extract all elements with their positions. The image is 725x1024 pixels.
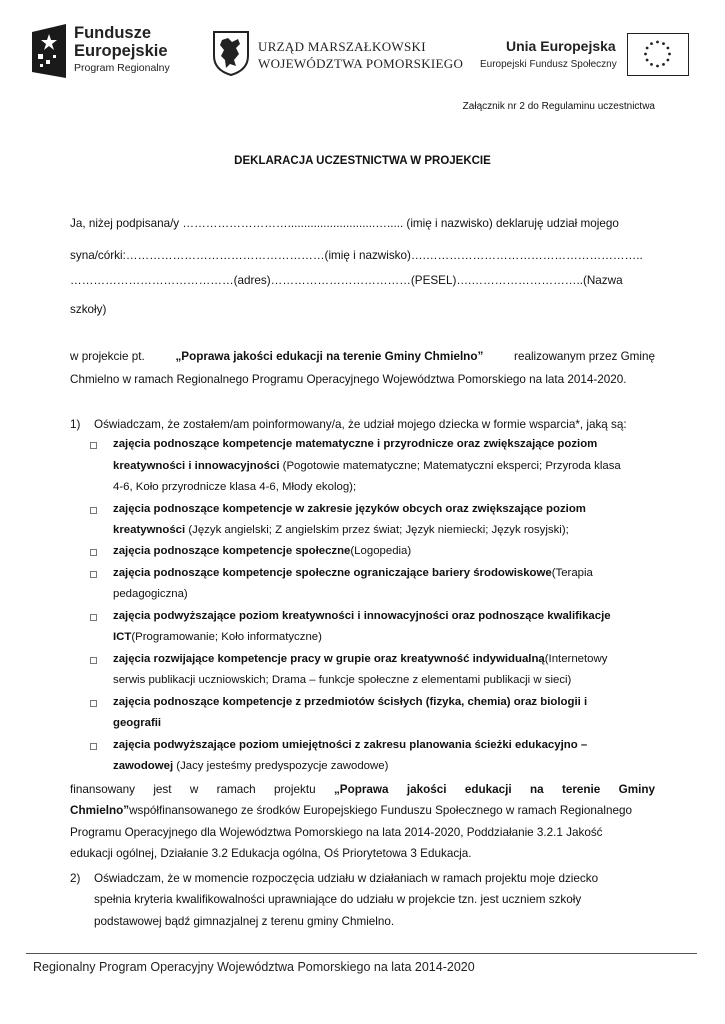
- financing-project-end: Chmielno”: [70, 804, 130, 817]
- item-5-line-2: [113, 631, 322, 643]
- unia-europejska-logo: [478, 30, 693, 80]
- point-2-line-1: Oświadczam, że w momencie rozpoczęcia udziału w działaniach w ramach projektu moje dziecko: [94, 872, 599, 885]
- item-7-title: zajęcia podnoszące kompetencje z przedmiotów ścisłych (fizyka, chemia) oraz biologii i: [113, 696, 588, 708]
- item-6-line-1: [113, 653, 607, 665]
- item-1-title: zajęcia podnoszące kompetencje matematyczne i przyrodnicze oraz zwiększające poziom: [113, 438, 598, 450]
- point-2-line-2: spełnia kryteria kwalifikowalności uprawniające do udziału w projekcie tzn. jest uczniem szkoły: [94, 893, 582, 906]
- financing-word-8: edukacji: [464, 783, 512, 796]
- point-1-text: Oświadczam, że zostałem/am poinformowany/a, że udział mojego dziecka w formie wsparcia*, jaką są:: [94, 418, 627, 431]
- item-1-title-cont: kreatywności i innowacyjności: [113, 460, 280, 472]
- financing-word-2: jest: [153, 783, 172, 796]
- fundusze-europejskie-mark-icon: [32, 24, 66, 78]
- item-1-details: (Pogotowie matematyczne; Matematyczni eksperci; Przyroda klasa: [279, 460, 621, 472]
- item-4-line-1: [113, 567, 593, 579]
- item-5-details: (Programowanie; Koło informatyczne): [131, 631, 322, 643]
- financing-word-7: jakości: [406, 783, 447, 796]
- fe-logo-subtitle: Program Regionalny: [74, 62, 170, 74]
- item-4-title: zajęcia podnoszące kompetencje społeczne ograniczające bariery środowiskowe: [113, 567, 552, 579]
- eu-subtitle: Europejski Fundusz Społeczny: [480, 59, 617, 70]
- fe-logo-line1: Fundusze: [74, 24, 151, 42]
- item-1-line-3: 4-6, Koło przyrodnicze klasa 4-6, Młody ekolog);: [113, 481, 357, 493]
- item-5-title: zajęcia podwyższające poziom kreatywności i innowacyjności oraz podnoszące kwalifikacje: [113, 610, 611, 622]
- project-name: „Poprawa jakości edukacji na terenie Gminy Chmielno”: [175, 350, 484, 363]
- footer-text: Regionalny Program Operacyjny Województwa Pomorskiego na lata 2014-2020: [33, 960, 475, 974]
- eu-flag-icon: [627, 33, 689, 76]
- financing-line-3: Programu Operacyjnego dla Województwa Pomorskiego na lata 2014-2020, Poddziałanie 3.2.1 Jakość: [70, 826, 603, 839]
- financing-word-11: Gminy: [618, 783, 655, 796]
- item-3-details: (Logopedia): [350, 545, 412, 557]
- item-6-details: (Internetowy: [544, 653, 608, 665]
- financing-line-2: [70, 804, 632, 817]
- checkbox-item-4[interactable]: [90, 571, 97, 578]
- item-8-title: zajęcia podwyższające poziom umiejętności z zakresu planowania ścieżki edukacyjno –: [113, 739, 588, 751]
- checkbox-item-1[interactable]: [90, 442, 97, 449]
- item-4-line-2: pedagogiczna): [113, 588, 188, 600]
- declaration-line-4: szkoły): [70, 303, 107, 316]
- project-suffix: realizowanym przez Gminę: [514, 350, 655, 363]
- item-8-title-cont: zawodowej: [113, 760, 174, 772]
- annex-label: Załącznik nr 2 do Regulaminu uczestnictwa: [462, 101, 655, 112]
- project-prefix: w projekcie pt.: [70, 350, 145, 363]
- item-8-line-2: [113, 760, 388, 772]
- project-line-1: [70, 350, 655, 363]
- item-1-line-2: [113, 460, 621, 472]
- financing-source: współfinansowanego ze środków Europejskiego Funduszu Społecznego w ramach Regionalnego: [129, 804, 632, 817]
- financing-word-3: w: [189, 783, 199, 796]
- checkbox-item-5[interactable]: [90, 614, 97, 621]
- financing-word-6: „Poprawa: [333, 783, 389, 796]
- declaration-line-2: syna/córki:……………………………………………(imię i nazwisko)….………………………………………………..: [70, 249, 643, 262]
- declaration-line-3: ……………………………………(adres)………………………………(PESEL)….………………………..(Nazwa: [70, 274, 623, 287]
- griffin-crest-icon: [212, 30, 250, 76]
- document-title: DEKLARACJA UCZESTNICTWA W PROJEKCIE: [234, 155, 491, 167]
- financing-word-9: na: [529, 783, 544, 796]
- financing-word-10: terenie: [561, 783, 601, 796]
- item-7-line-1: [113, 696, 587, 708]
- item-4-details: (Terapia: [551, 567, 593, 579]
- fundusze-europejskie-logo: [32, 22, 192, 82]
- financing-word-4: ramach: [216, 783, 256, 796]
- item-8-details: (Jacy jesteśmy predyspozycje zawodowe): [173, 760, 389, 772]
- item-2-title: zajęcia podnoszące kompetencje w zakresie języków obcych oraz zwiększające poziom: [113, 503, 586, 515]
- project-line-2: Chmielno w ramach Regionalnego Programu Operacyjnego Województwa Pomorskiego na lata 2014-2020.: [70, 373, 627, 386]
- financing-word-1: finansowany: [70, 783, 135, 796]
- point-2-line-3: podstawowej bądź gimnazjalnej z terenu gminy Chmielno.: [94, 915, 395, 928]
- financing-line-4: edukacji ogólnej, Działanie 3.2 Edukacja ogólna, Oś Priorytetowa 3 Edukacja.: [70, 847, 472, 860]
- checkbox-item-7[interactable]: [90, 700, 97, 707]
- declaration-line-1: Ja, niżej podpisana/y ………………………...........................…..... (imię i nazwisko) deklaruję udział mojego: [70, 217, 619, 230]
- item-5-line-1: [113, 610, 611, 622]
- checkbox-item-3[interactable]: [90, 549, 97, 556]
- item-3-line-1: [113, 545, 411, 557]
- fe-logo-line2: Europejskie: [74, 42, 168, 60]
- item-1-line-1: [113, 438, 655, 450]
- item-8-line-1: [113, 739, 587, 751]
- point-2-number: 2): [70, 872, 81, 885]
- item-5-title-cont: ICT: [113, 631, 132, 643]
- checkbox-item-6[interactable]: [90, 657, 97, 664]
- item-6-title: zajęcia rozwijające kompetencje pracy w grupie oraz kreatywność indywidualną: [113, 653, 545, 665]
- item-2-details: (Język angielski; Z angielskim przez świat; Język niemiecki; Język rosyjski);: [185, 524, 569, 536]
- eu-title: Unia Europejska: [506, 38, 616, 54]
- checkbox-item-2[interactable]: [90, 507, 97, 514]
- item-7-title-cont: geografii: [113, 717, 162, 729]
- checkbox-item-8[interactable]: [90, 743, 97, 750]
- item-3-title: zajęcia podnoszące kompetencje społeczne: [113, 545, 351, 557]
- item-2-line-1: [113, 503, 586, 515]
- office-name-line1: URZĄD MARSZAŁKOWSKI: [258, 39, 426, 54]
- office-name-line2: WOJEWÓDZTWA POMORSKIEGO: [258, 56, 464, 71]
- item-2-line-2: [113, 524, 569, 536]
- urzad-marszalkowski-logo: [212, 30, 462, 76]
- financing-line-1: [70, 783, 655, 796]
- item-2-title-cont: kreatywności: [113, 524, 186, 536]
- point-1-number: 1): [70, 418, 81, 431]
- financing-word-5: projektu: [274, 783, 316, 796]
- item-6-line-2: serwis publikacji uczniowskich; Drama – funkcje społeczne z elementami publikacji w sieci): [113, 674, 572, 686]
- footer-divider: [26, 953, 697, 954]
- item-7-line-2: [113, 717, 161, 729]
